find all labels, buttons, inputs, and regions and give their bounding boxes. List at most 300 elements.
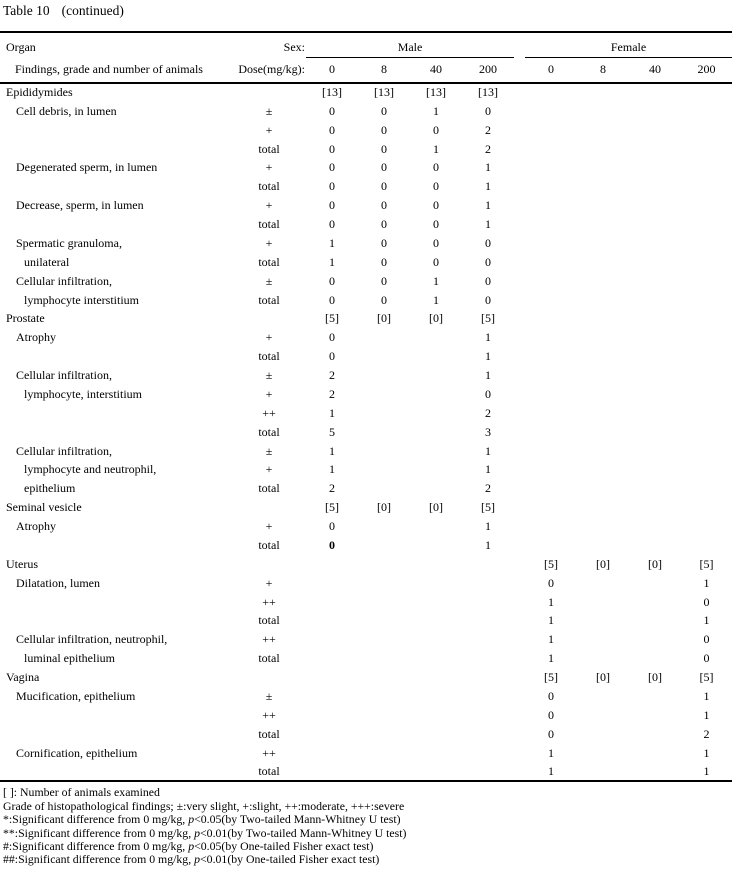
grade-cell: total <box>258 537 280 552</box>
male-dose-value: 0 <box>381 198 387 213</box>
group-spacer <box>514 215 525 234</box>
table-row <box>0 630 732 649</box>
female-dose-value <box>525 347 577 366</box>
female-dose-header: 200 <box>681 57 732 83</box>
male-dose-value <box>358 630 410 649</box>
male-dose-value <box>410 725 462 744</box>
female-dose-value <box>577 404 629 423</box>
female-dose-value <box>681 253 732 272</box>
histopathology-table <box>0 31 732 782</box>
female-dose-value: 2 <box>703 726 710 741</box>
organ-finding-label: Vagina <box>6 670 40 685</box>
female-dose-value <box>681 423 732 442</box>
male-dose-value: 0 <box>433 198 439 213</box>
male-dose-value: 2 <box>485 481 492 496</box>
table-row <box>0 536 732 555</box>
male-dose-value: 0 <box>329 349 335 364</box>
female-dose-value <box>577 121 629 140</box>
grade-cell: total <box>258 651 280 666</box>
organ-finding-label: Spermatic granuloma, <box>16 235 122 250</box>
male-dose-value: [5] <box>325 311 339 326</box>
group-spacer <box>514 744 525 763</box>
male-dose-value: 2 <box>329 481 335 496</box>
organ-finding-label: Dilatation, lumen <box>16 575 100 590</box>
male-dose-value <box>306 630 358 649</box>
organ-finding-label <box>0 706 232 725</box>
group-spacer <box>514 159 525 178</box>
female-dose-value <box>681 366 732 385</box>
footnote-line: **:Significant difference from 0 mg/kg, p<0.01(by Two-tailed Mann-Whitney U test) <box>3 825 407 840</box>
organ-finding-label: Cellular infiltration, <box>16 368 112 383</box>
male-dose-value: 1 <box>485 349 492 364</box>
female-dose-value <box>629 159 681 178</box>
footnote-line: #:Significant difference from 0 mg/kg, p<0.05(by One-tailed Fisher exact test) <box>3 839 374 853</box>
male-dose-header: 40 <box>410 57 462 83</box>
male-dose-value: 1 <box>329 405 335 420</box>
female-dose-value <box>577 706 629 725</box>
male-dose-value <box>410 536 462 555</box>
female-dose-value <box>525 291 577 310</box>
organ-finding-label: epithelium <box>24 481 76 496</box>
table-row <box>0 102 732 121</box>
table-row <box>0 291 732 310</box>
female-dose-value <box>681 291 732 310</box>
grade-cell: + <box>265 198 273 213</box>
grade-cell: ± <box>265 103 273 118</box>
male-dose-header: 8 <box>358 57 410 83</box>
grade-cell <box>232 555 306 574</box>
female-dose-value <box>681 196 732 215</box>
male-dose-value: 1 <box>329 462 335 477</box>
grade-cell: + <box>265 122 273 137</box>
group-spacer <box>514 385 525 404</box>
group-spacer <box>514 593 525 612</box>
female-dose-value <box>577 687 629 706</box>
male-dose-value <box>410 461 462 480</box>
male-dose-value: 0 <box>381 141 387 156</box>
female-dose-value <box>629 593 681 612</box>
female-dose-value <box>629 328 681 347</box>
male-dose-value: 0 <box>485 235 492 250</box>
male-dose-value <box>410 593 462 612</box>
female-dose-value <box>681 498 732 517</box>
female-dose-value <box>629 253 681 272</box>
male-dose-value <box>358 517 410 536</box>
female-dose-value <box>577 196 629 215</box>
female-dose-value <box>525 498 577 517</box>
male-dose-value <box>306 555 358 574</box>
grade-cell: total <box>258 217 280 232</box>
table-row <box>0 725 732 744</box>
female-dose-value <box>629 461 681 480</box>
female-dose-value <box>681 234 732 253</box>
female-dose-value <box>577 461 629 480</box>
female-dose-header: 0 <box>525 57 577 83</box>
male-dose-value: 1 <box>433 292 439 307</box>
male-dose-value <box>358 385 410 404</box>
male-dose-value: 0 <box>433 179 439 194</box>
table-row <box>0 215 732 234</box>
male-dose-value <box>358 574 410 593</box>
female-dose-value: 1 <box>703 707 710 722</box>
female-dose-value <box>681 159 732 178</box>
female-dose-value: [5] <box>544 670 559 685</box>
group-spacer <box>514 291 525 310</box>
female-dose-value <box>525 517 577 536</box>
male-dose-value: [0] <box>429 311 443 326</box>
grade-cell: ± <box>265 688 273 703</box>
male-dose-value: 1 <box>485 462 492 477</box>
organ-finding-label: Prostate <box>6 311 45 326</box>
grade-cell: + <box>265 519 273 534</box>
female-dose-value <box>629 687 681 706</box>
male-dose-value <box>358 347 410 366</box>
organ-finding-label <box>0 347 232 366</box>
female-group-header: Female <box>525 32 732 57</box>
female-dose-value <box>577 574 629 593</box>
organ-finding-label <box>0 612 232 631</box>
table-row <box>0 668 732 687</box>
male-dose-value: 0 <box>381 235 387 250</box>
female-dose-value <box>577 593 629 612</box>
male-dose-value: 1 <box>485 519 492 534</box>
grade-cell <box>232 310 306 329</box>
male-dose-value <box>358 706 410 725</box>
male-dose-value <box>306 593 358 612</box>
female-dose-value <box>681 517 732 536</box>
male-dose-header: 0 <box>306 57 358 83</box>
female-dose-value <box>681 404 732 423</box>
male-dose-value: 0 <box>329 519 335 534</box>
organ-finding-label: Uterus <box>6 556 38 571</box>
group-spacer <box>514 461 525 480</box>
female-dose-value <box>577 272 629 291</box>
male-dose-value <box>410 385 462 404</box>
female-dose-value <box>681 272 732 291</box>
group-spacer <box>514 763 525 782</box>
male-dose-value: 0 <box>329 217 335 232</box>
grade-cell: + <box>265 462 273 477</box>
table-row <box>0 744 732 763</box>
table-row <box>0 612 732 631</box>
organ-finding-label: Epididymides <box>6 85 73 100</box>
organ-finding-label <box>0 404 232 423</box>
grade-cell: ++ <box>262 745 276 760</box>
male-dose-value: 2 <box>485 122 492 137</box>
male-dose-value: 1 <box>485 537 492 552</box>
female-dose-value <box>525 536 577 555</box>
female-dose-value <box>577 366 629 385</box>
male-dose-value: 0 <box>329 103 335 118</box>
female-dose-value <box>577 725 629 744</box>
female-dose-value <box>629 83 681 102</box>
male-dose-value <box>410 404 462 423</box>
grade-cell <box>232 83 306 102</box>
group-spacer <box>514 328 525 347</box>
female-dose-value <box>577 423 629 442</box>
table-row <box>0 423 732 442</box>
male-dose-value: 3 <box>485 424 492 439</box>
female-dose-value <box>577 253 629 272</box>
female-dose-value: 1 <box>548 745 555 760</box>
male-dose-value <box>358 744 410 763</box>
table-row <box>0 461 732 480</box>
male-dose-value <box>462 668 514 687</box>
male-dose-value <box>410 649 462 668</box>
female-dose-value <box>681 536 732 555</box>
group-spacer <box>514 253 525 272</box>
female-dose-value <box>629 498 681 517</box>
organ-finding-label: Seminal vesicle <box>6 500 82 515</box>
male-dose-value <box>358 461 410 480</box>
grade-cell: ± <box>265 443 273 458</box>
female-dose-value <box>629 347 681 366</box>
table-title <box>0 0 732 23</box>
male-dose-value <box>358 366 410 385</box>
male-dose-value: 0 <box>381 179 387 194</box>
male-dose-header: 200 <box>462 57 514 83</box>
male-dose-value: [0] <box>429 500 443 515</box>
male-dose-value <box>358 423 410 442</box>
group-spacer <box>514 404 525 423</box>
female-dose-value <box>525 442 577 461</box>
male-dose-value <box>462 687 514 706</box>
female-dose-value <box>525 253 577 272</box>
female-dose-value <box>525 83 577 102</box>
group-spacer <box>514 423 525 442</box>
male-dose-value: 1 <box>485 217 492 232</box>
male-dose-value <box>462 612 514 631</box>
male-dose-value <box>410 442 462 461</box>
female-dose-value <box>629 366 681 385</box>
grade-cell: + <box>265 160 273 175</box>
male-dose-value: 0 <box>381 292 387 307</box>
female-dose-value <box>525 121 577 140</box>
male-dose-value <box>358 404 410 423</box>
female-dose-value <box>577 140 629 159</box>
male-dose-value <box>306 763 358 782</box>
organ-finding-label: lymphocyte, interstitium <box>24 386 142 401</box>
table-row <box>0 574 732 593</box>
female-dose-value <box>629 291 681 310</box>
grade-cell: total <box>258 292 280 307</box>
male-dose-value <box>410 366 462 385</box>
male-dose-value <box>358 612 410 631</box>
group-spacer <box>514 234 525 253</box>
organ-finding-label: Decrease, sperm, in lumen <box>16 198 144 213</box>
male-dose-value: [13] <box>478 85 499 100</box>
table-title-main: Table 10 <box>3 3 50 18</box>
female-dose-value: 1 <box>548 651 555 666</box>
male-dose-value <box>358 442 410 461</box>
group-spacer <box>514 649 525 668</box>
female-dose-value: 0 <box>703 594 710 609</box>
table-row <box>0 159 732 178</box>
grade-cell: total <box>258 613 280 628</box>
female-dose-value <box>577 442 629 461</box>
female-dose-value <box>681 479 732 498</box>
male-dose-value <box>306 574 358 593</box>
male-dose-value <box>306 725 358 744</box>
female-dose-value <box>681 347 732 366</box>
female-dose-value <box>629 404 681 423</box>
organ-column-header: Organ <box>6 40 36 54</box>
male-dose-value <box>358 593 410 612</box>
male-dose-value: 0 <box>381 160 387 175</box>
female-dose-value <box>577 630 629 649</box>
female-dose-value <box>525 423 577 442</box>
organ-finding-label: Cellular infiltration, <box>16 273 112 288</box>
table-row <box>0 442 732 461</box>
female-dose-value <box>525 215 577 234</box>
sex-label: Sex: <box>283 40 305 54</box>
group-spacer <box>514 479 525 498</box>
male-dose-value <box>462 763 514 782</box>
organ-finding-label: Cornification, epithelium <box>16 745 138 760</box>
grade-cell: + <box>265 575 273 590</box>
female-dose-value: 0 <box>548 575 555 590</box>
female-dose-value <box>577 215 629 234</box>
female-dose-value <box>525 479 577 498</box>
table-row <box>0 555 732 574</box>
male-dose-value <box>410 706 462 725</box>
grade-cell: total <box>258 481 280 496</box>
female-dose-value <box>525 461 577 480</box>
male-dose-value: 0 <box>329 292 335 307</box>
male-dose-value: 1 <box>433 103 439 118</box>
male-dose-value <box>410 668 462 687</box>
organ-finding-label <box>0 140 232 159</box>
grade-cell: total <box>258 726 280 741</box>
male-dose-value <box>410 328 462 347</box>
footnote-line: Grade of histopathological findings; ±:very slight, +:slight, ++:moderate, +++:severe <box>3 798 405 813</box>
female-dose-value: 0 <box>703 651 710 666</box>
footnotes <box>3 786 732 866</box>
male-dose-value: 1 <box>433 141 439 156</box>
male-dose-value: 2 <box>329 386 335 401</box>
female-dose-value <box>577 517 629 536</box>
female-dose-value <box>681 385 732 404</box>
organ-finding-label: lymphocyte and neutrophil, <box>24 462 157 477</box>
group-spacer <box>514 102 525 121</box>
female-dose-value: 1 <box>548 613 555 628</box>
female-dose-value: 0 <box>548 688 555 703</box>
grade-cell: total <box>258 179 280 194</box>
female-dose-value <box>629 234 681 253</box>
female-dose-value <box>577 649 629 668</box>
table-row <box>0 140 732 159</box>
female-dose-value <box>629 630 681 649</box>
male-dose-value: 0 <box>433 235 439 250</box>
male-dose-value: 0 <box>329 198 335 213</box>
male-dose-value: 1 <box>485 330 492 345</box>
male-dose-value: 1 <box>329 254 335 269</box>
group-spacer <box>514 366 525 385</box>
male-dose-value: 0 <box>381 103 387 118</box>
male-dose-value <box>358 763 410 782</box>
table-row <box>0 310 732 329</box>
female-dose-value <box>629 423 681 442</box>
female-dose-value <box>577 612 629 631</box>
organ-finding-label: unilateral <box>24 254 70 269</box>
male-dose-value <box>410 517 462 536</box>
female-dose-value: [5] <box>699 670 714 685</box>
female-dose-value: [0] <box>648 670 663 685</box>
female-dose-value <box>681 461 732 480</box>
male-dose-value: [5] <box>481 311 496 326</box>
organ-finding-label <box>0 177 232 196</box>
group-spacer <box>514 57 525 83</box>
group-spacer <box>514 668 525 687</box>
female-dose-header: 8 <box>577 57 629 83</box>
male-group-header: Male <box>306 32 514 57</box>
female-dose-value <box>681 177 732 196</box>
grade-cell: total <box>258 254 280 269</box>
group-spacer <box>514 725 525 744</box>
female-dose-value <box>525 328 577 347</box>
table-row <box>0 121 732 140</box>
group-spacer <box>514 121 525 140</box>
female-dose-value <box>525 366 577 385</box>
table-row <box>0 234 732 253</box>
table-row <box>0 347 732 366</box>
female-dose-value <box>577 234 629 253</box>
female-dose-value <box>629 272 681 291</box>
male-dose-value <box>306 744 358 763</box>
male-dose-value: 2 <box>329 368 335 383</box>
female-dose-value: 1 <box>703 763 710 778</box>
female-dose-value <box>629 725 681 744</box>
female-dose-value <box>681 310 732 329</box>
grade-cell: + <box>265 330 273 345</box>
female-dose-header: 40 <box>629 57 681 83</box>
group-spacer <box>514 442 525 461</box>
male-dose-value: 0 <box>485 386 492 401</box>
group-spacer <box>514 574 525 593</box>
organ-finding-label <box>0 763 232 782</box>
male-dose-value <box>462 630 514 649</box>
grade-cell: ++ <box>262 632 276 647</box>
male-dose-value <box>358 328 410 347</box>
female-dose-value <box>629 140 681 159</box>
male-dose-value: 0 <box>381 254 387 269</box>
dose-label: Dose(mg/kg): <box>232 57 306 83</box>
grade-cell: total <box>258 141 280 156</box>
male-dose-value: 0 <box>433 122 439 137</box>
table-row <box>0 196 732 215</box>
female-dose-value <box>629 536 681 555</box>
male-dose-value <box>462 574 514 593</box>
female-dose-value <box>577 479 629 498</box>
organ-finding-label <box>0 423 232 442</box>
grade-cell: + <box>265 235 273 250</box>
female-dose-value <box>577 310 629 329</box>
findings-column-header: Findings, grade and number of animals <box>0 57 232 83</box>
female-dose-value <box>629 215 681 234</box>
male-dose-value: 0 <box>329 141 335 156</box>
group-spacer <box>514 310 525 329</box>
male-dose-value <box>306 649 358 668</box>
female-dose-value: [0] <box>596 556 611 571</box>
footnote-line: ##:Significant difference from 0 mg/kg, p<0.01(by One-tailed Fisher exact test) <box>3 852 380 867</box>
table-row <box>0 687 732 706</box>
male-dose-value <box>462 706 514 725</box>
female-dose-value <box>577 159 629 178</box>
female-dose-value: 1 <box>548 632 555 647</box>
female-dose-value: [0] <box>596 670 611 685</box>
male-dose-value: 1 <box>485 198 492 213</box>
grade-cell: ++ <box>262 594 276 609</box>
